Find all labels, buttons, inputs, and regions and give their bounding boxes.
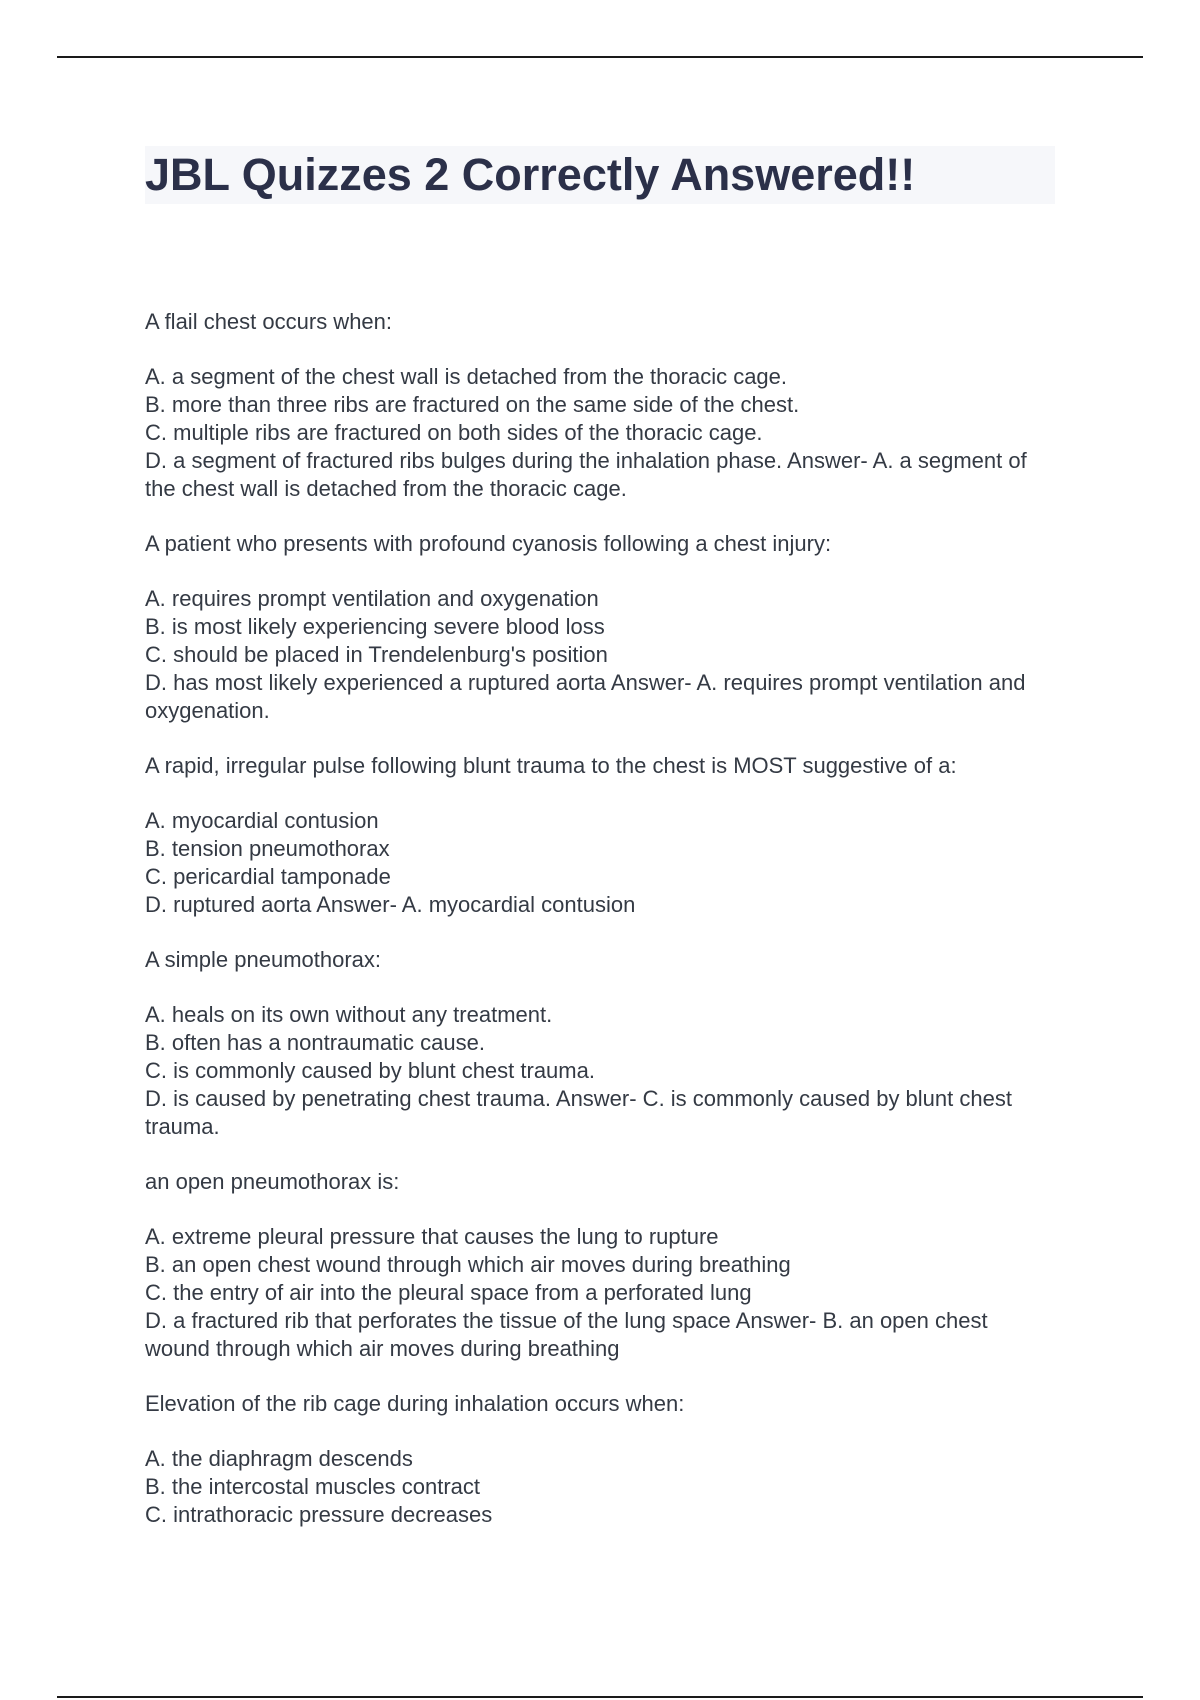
option-d-with-answer: D. has most likely experienced a ruptured aorta Answer- A. requires prompt ventilation and oxygenation. bbox=[145, 670, 1026, 723]
option-list bbox=[145, 1223, 1055, 1363]
question-item bbox=[145, 1168, 1055, 1363]
option-list bbox=[145, 363, 1055, 503]
question-text: an open pneumothorax is: bbox=[145, 1169, 400, 1194]
option-d-with-answer: D. a fractured rib that perforates the tissue of the lung space Answer- B. an open chest wound through which air moves during breathing bbox=[145, 1308, 988, 1361]
option-a: A. myocardial contusion bbox=[145, 808, 379, 833]
question-item bbox=[145, 530, 1055, 725]
question-list bbox=[145, 308, 1055, 1529]
bottom-rule bbox=[57, 1696, 1143, 1698]
question-text: A rapid, irregular pulse following blunt trauma to the chest is MOST suggestive of a: bbox=[145, 753, 957, 778]
option-c: C. should be placed in Trendelenburg's position bbox=[145, 642, 608, 667]
option-d-with-answer: D. ruptured aorta Answer- A. myocardial contusion bbox=[145, 892, 636, 917]
option-b: B. the intercostal muscles contract bbox=[145, 1474, 481, 1499]
option-a: A. extreme pleural pressure that causes the lung to rupture bbox=[145, 1224, 719, 1249]
option-a: A. requires prompt ventilation and oxygenation bbox=[145, 586, 599, 611]
option-list bbox=[145, 1001, 1055, 1141]
question-item bbox=[145, 752, 1055, 919]
option-list bbox=[145, 1445, 1055, 1529]
option-b: B. often has a nontraumatic cause. bbox=[145, 1030, 485, 1055]
option-c: C. intrathoracic pressure decreases bbox=[145, 1502, 493, 1527]
question-text: A flail chest occurs when: bbox=[145, 309, 393, 334]
option-a: A. heals on its own without any treatment. bbox=[145, 1002, 553, 1027]
option-d-with-answer: D. is caused by penetrating chest trauma. Answer- C. is commonly caused by blunt chest trauma. bbox=[145, 1086, 1012, 1139]
question-item bbox=[145, 308, 1055, 503]
option-b: B. an open chest wound through which air moves during breathing bbox=[145, 1252, 791, 1277]
option-a: A. the diaphragm descends bbox=[145, 1446, 413, 1471]
title-block bbox=[145, 146, 1055, 204]
option-list bbox=[145, 807, 1055, 919]
document-body bbox=[145, 146, 1055, 1556]
question-text: A simple pneumothorax: bbox=[145, 947, 382, 972]
option-c: C. is commonly caused by blunt chest trauma. bbox=[145, 1058, 595, 1083]
option-list bbox=[145, 585, 1055, 725]
option-d-with-answer: D. a segment of fractured ribs bulges during the inhalation phase. Answer- A. a segment of the chest wall is detached from the thoracic cage. bbox=[145, 448, 1027, 501]
question-item bbox=[145, 946, 1055, 1141]
document-title: JBL Quizzes 2 Correctly Answered!! bbox=[145, 149, 916, 200]
option-c: C. multiple ribs are fractured on both sides of the thoracic cage. bbox=[145, 420, 763, 445]
top-rule bbox=[57, 56, 1143, 58]
option-c: C. the entry of air into the pleural space from a perforated lung bbox=[145, 1280, 752, 1305]
question-item bbox=[145, 1390, 1055, 1529]
option-c: C. pericardial tamponade bbox=[145, 864, 391, 889]
option-b: B. is most likely experiencing severe blood loss bbox=[145, 614, 605, 639]
option-b: B. more than three ribs are fractured on the same side of the chest. bbox=[145, 392, 800, 417]
question-text: A patient who presents with profound cyanosis following a chest injury: bbox=[145, 531, 832, 556]
option-b: B. tension pneumothorax bbox=[145, 836, 390, 861]
question-text: Elevation of the rib cage during inhalation occurs when: bbox=[145, 1391, 685, 1416]
option-a: A. a segment of the chest wall is detached from the thoracic cage. bbox=[145, 364, 788, 389]
